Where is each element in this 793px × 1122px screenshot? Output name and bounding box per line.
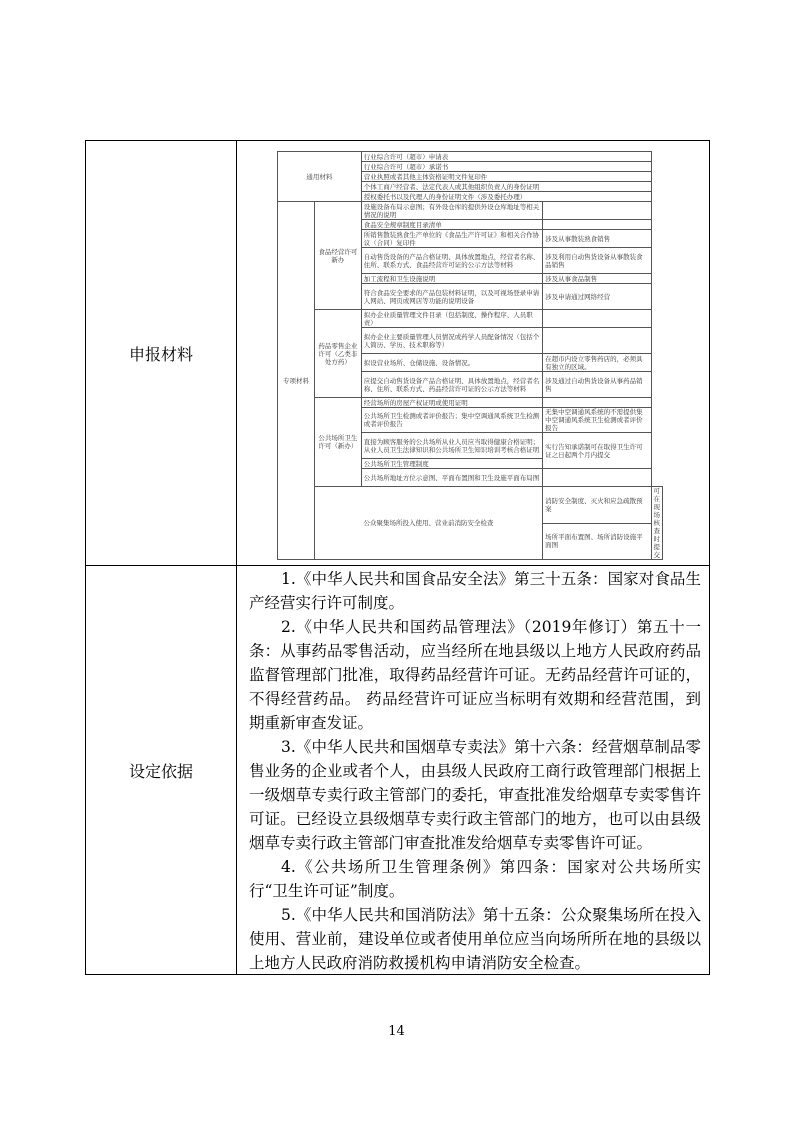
fire-item: 消防安全制度、灭火和应急疏散预案: [543, 487, 651, 524]
health-item-note: [543, 398, 651, 408]
general-item: 行业综合许可（超市）申请表: [361, 152, 651, 162]
health-item-note: 实行告知承诺制可在取得卫生许可证之日起两个月内提交: [543, 433, 651, 469]
drug-item: 拟办企业主要质量管理人员情况或药学人员配备情况（包括个人简历、学历、技术职称等）: [361, 328, 542, 354]
food-item: 设施设备布局示意图；有外设仓库的提供外设仓库地址等相关情况的说明: [361, 202, 542, 220]
food-license-label: 食品经营许可新办: [314, 202, 361, 310]
drug-item: 拟办企业质量管理文件目录（包括制度、操作程序、人员职责）: [361, 310, 542, 328]
food-item-note: [543, 202, 651, 220]
health-item-note: [543, 469, 651, 487]
basis-paragraph: 3.《中华人民共和国烟草专卖法》第十六条：经营烟草制品零售业务的企业或者个人，由县级人民政府工商行政管理部门根据上一级烟草专卖行政主管部门的委托，审查批准发给烟草专卖零售许可证。已经设立县级烟草专卖行政主管部门的地方，也可以由县级烟草专卖行政主管部门审查批准发给烟草专卖零售许可证。: [249, 738, 701, 852]
health-license-label: 公共场所卫生许可（新办）: [314, 398, 361, 487]
legal-basis-content: [237, 566, 709, 974]
health-item-note: 无集中空调通风系统的不需提供集中空调通风系统卫生检测或者评价报告: [543, 408, 651, 433]
food-item: 所销售散装熟食生产单位的《食品生产许可证》和相关合作协议（合同）复印件: [361, 230, 542, 248]
food-item: 自动售货设备的产品合格证明、具体放置地点，经营者名称、住所、联系方式、食品经营许可证的公示方法等材料: [361, 248, 542, 274]
drug-item: 拟设营业场所、仓储设施、设备情况。: [361, 354, 542, 372]
food-item: 符合食品安全要求的产品包装材料证明，以及可视场登录申请人网站、网页或网店等功能的说明设备: [361, 284, 542, 310]
food-item-note: [543, 220, 651, 230]
drug-item-note: 在超市内设立零售药店的，必须具有独立的区域。: [543, 354, 651, 372]
drug-item-note: 涉及通过自动售货设备从事药品销售: [543, 372, 651, 398]
health-item: 经营场所的房屋产权证明或使用证明: [361, 398, 542, 408]
page-number: 14: [388, 1024, 405, 1039]
drug-item-note: [543, 328, 651, 354]
basis-paragraph: 1.《中华人民共和国食品安全法》第三十五条：国家对食品生产经营实行许可制度。: [249, 570, 701, 612]
drug-license-label: 药品零售企业许可（乙类非处方药）: [314, 310, 361, 398]
food-item: 食品安全规章制度目录清单: [361, 220, 542, 230]
food-item: 加工流程和卫生设施说明: [361, 274, 542, 284]
drug-item-note: [543, 310, 651, 328]
fire-check-label: 公众聚集场所投入使用、营业前消防安全检查: [314, 487, 542, 560]
basis-paragraph: 4.《公共场所卫生管理条例》第四条：国家对公共场所实行“卫生许可证”制度。: [249, 858, 701, 900]
fire-item-note: 可在现场核查时提交: [651, 487, 663, 560]
health-item: 公共场所卫生检测或者评价报告；集中空调通风系统卫生检测或者评价报告: [361, 408, 542, 433]
general-item: 个体工商户经营者、法定代表人或其他组织负责人的身份证明: [361, 182, 651, 192]
general-item: 授权委托书以及代理人的身份证明文件（涉及委托办理）: [361, 192, 651, 202]
application-materials-content: [237, 141, 709, 565]
info-table: [85, 140, 710, 975]
food-item-note: 涉及申请通过网络经营: [543, 284, 651, 310]
health-item: 公共场所地址方位示意图、平面布置图和卫生设施平面布局图: [361, 469, 542, 487]
drug-item: 应提交自动售货设备产品合格证明、具体放置地点，经营者名称、住所、联系方式、药品经营许可证的公示方法等材料: [361, 372, 542, 398]
general-item: 行业综合许可（超市）承诺书: [361, 162, 651, 172]
fire-item: 场所平面布置图、场所消防设施平面图: [543, 523, 651, 560]
application-materials-row: [86, 141, 709, 565]
health-item: 公共场所卫生管理制度: [361, 459, 542, 469]
legal-basis-row: [86, 565, 709, 974]
general-materials-label: 通用材料: [278, 152, 362, 202]
general-item: 营业执照或者其他主体资格证明文件复印件: [361, 172, 651, 182]
food-item-note: 涉及利用自动售货设备从事散装食品销售: [543, 248, 651, 274]
special-materials-label: 专项材料: [278, 202, 315, 560]
materials-table: [277, 151, 663, 560]
application-materials-label: 申报材料: [86, 141, 237, 565]
legal-basis-label: 设定依据: [86, 566, 237, 974]
food-item-note: 涉及从事食品制售: [543, 274, 651, 284]
health-item: 直接为顾客服务的公共场所从业人员应当取得健康合格证明；从业人员卫生法律知识和公共场所卫生知识培训考核合格证明: [361, 433, 542, 459]
food-item-note: 涉及从事散装熟食销售: [543, 230, 651, 248]
basis-paragraph: 5.《中华人民共和国消防法》第十五条：公众聚集场所在投入使用、营业前，建设单位或者使用单位应当向场所所在地的县级以上地方人民政府消防救援机构申请消防安全检查。: [249, 906, 701, 972]
basis-paragraph: 2.《中华人民共和国药品管理法》（2019年修订）第五十一条：从事药品零售活动，应当经所在地县级以上地方人民政府药品监督管理部门批准，取得药品经营许可证。无药品经营许可证的，不得经营药品。 药品经营许可证应当标明有效期和经营范围，到期重新审查发证。: [249, 618, 701, 732]
